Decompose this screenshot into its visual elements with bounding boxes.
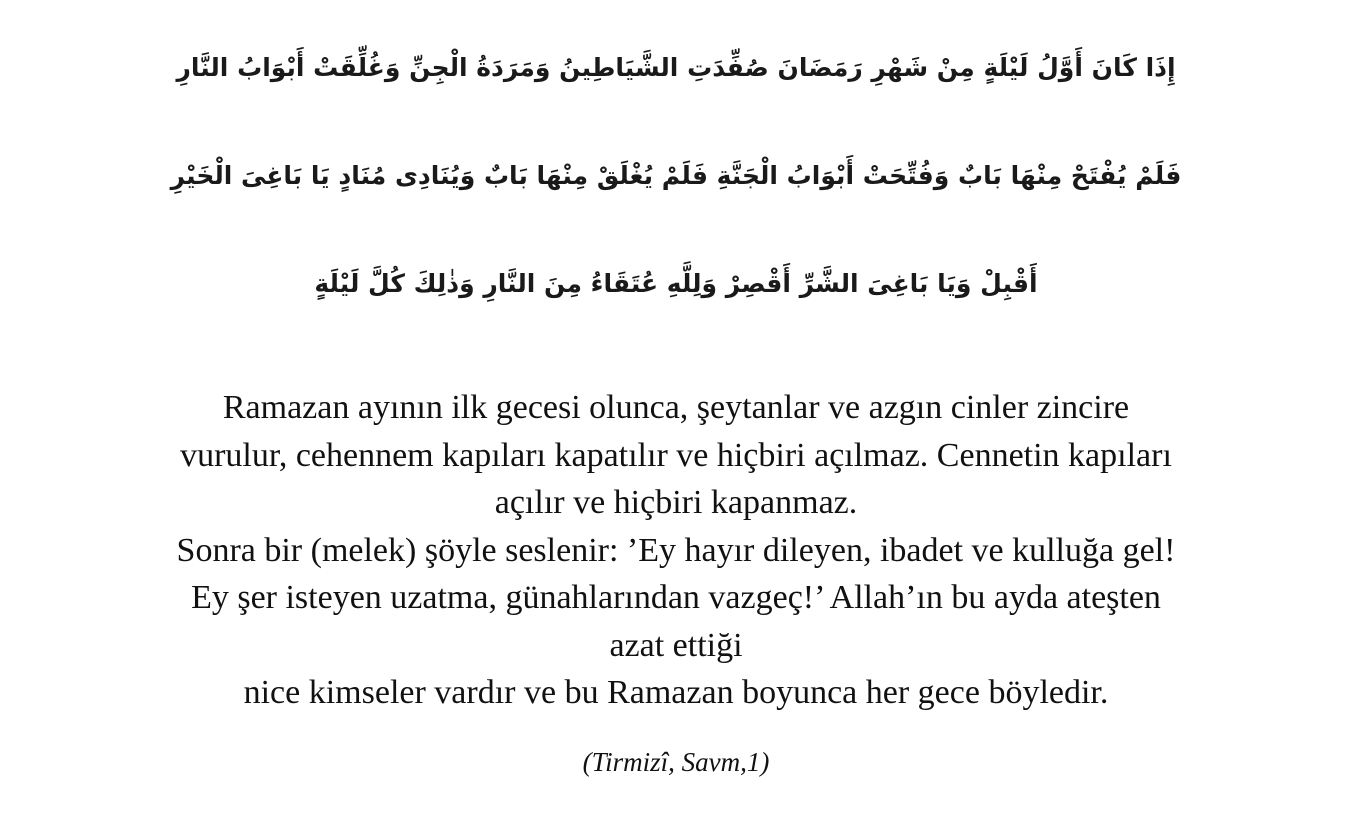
translation-line-7: nice kimseler vardır ve bu Ramazan boyunca her gece böyledir. bbox=[243, 674, 1109, 711]
arabic-line-1: إِذَا كَانَ أَوَّلُ لَيْلَةٍ مِنْ شَهْرِ رَمَضَانَ صُفِّدَتِ الشَّيَاطِينُ وَمَرَدَةُ الْجِنِّ وَغُلِّقَتْ أَبْوَابُ النَّارِ bbox=[176, 53, 1176, 82]
translation-line-4: Sonra bir (melek) şöyle seslenir: ’Ey hayır dileyen, ibadet ve kulluğa gel! bbox=[176, 531, 1176, 569]
translation-line-3: açılır ve hiçbiri kapanmaz. bbox=[494, 484, 858, 521]
translation-line-5: Ey şer isteyen uzatma, günahlarından vazgeç!’ Allah’ın bu ayda ateşten bbox=[191, 579, 1161, 616]
translation-line-6: azat ettiği bbox=[609, 626, 743, 664]
translation-line-1: Ramazan ayının ilk gecesi olunca, şeytanlar ve azgın cinler zincire bbox=[222, 389, 1130, 426]
arabic-line-2: فَلَمْ يُفْتَحْ مِنْهَا بَابٌ وَفُتِّحَتْ أَبْوَابُ الْجَنَّةِ فَلَمْ يُغْلَقْ مِنْهَا بَابٌ وَيُنَادِى مُنَادٍ يَا بَاغِىَ الْخَيْرِ bbox=[170, 161, 1182, 190]
arabic-line-3: أَقْبِلْ وَيَا بَاغِىَ الشَّرِّ أَقْصِرْ وَلِلَّهِ عُتَقَاءُ مِنَ النَّارِ وَذٰلِكَ كُلَّ لَيْلَةٍ bbox=[314, 269, 1038, 298]
source-citation: (Tirmizî, Savm,1) bbox=[582, 747, 770, 777]
translation-line-2: vurulur, cehennem kapıları kapatılır ve hiçbiri açılmaz. Cennetin kapıları bbox=[180, 436, 1172, 474]
turkish-translation bbox=[40, 384, 1312, 717]
